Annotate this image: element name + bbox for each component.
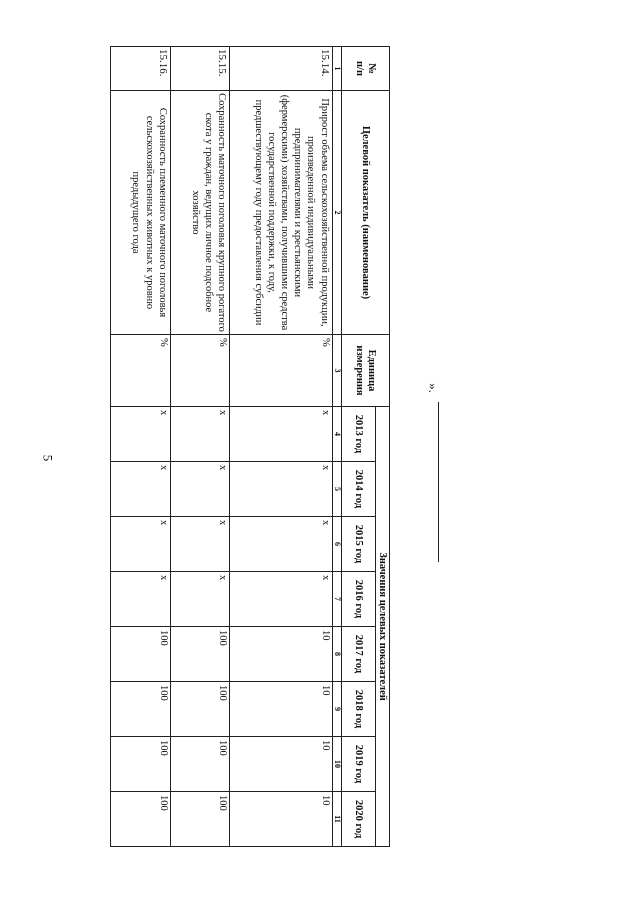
index-cell: 8 xyxy=(332,627,341,682)
row-value: 10 xyxy=(230,737,332,792)
closing-block xyxy=(420,380,460,580)
index-cell: 9 xyxy=(332,682,341,737)
table-row xyxy=(230,47,332,847)
table-row xyxy=(170,47,230,847)
header-year: 2015 год xyxy=(341,517,375,572)
signature-line xyxy=(438,402,439,562)
row-num: 15.15. xyxy=(170,47,230,91)
header-indicator: Целевой показатель (наименование) xyxy=(341,91,389,335)
index-cell: 10 xyxy=(332,737,341,792)
row-value: x xyxy=(170,407,230,462)
index-cell: 3 xyxy=(332,335,341,407)
row-value: x xyxy=(230,407,332,462)
table-row xyxy=(111,47,171,847)
header-year: 2016 год xyxy=(341,572,375,627)
row-value: 100 xyxy=(170,682,230,737)
row-value: 100 xyxy=(111,627,171,682)
header-year: 2019 год xyxy=(341,737,375,792)
row-value: x xyxy=(230,462,332,517)
index-row xyxy=(332,47,341,847)
row-value: x xyxy=(111,407,171,462)
header-year: 2020 год xyxy=(341,792,375,847)
row-value: 100 xyxy=(111,737,171,792)
index-cell: 11 xyxy=(332,792,341,847)
row-value: x xyxy=(230,572,332,627)
index-cell: 7 xyxy=(332,572,341,627)
index-cell: 2 xyxy=(332,91,341,335)
row-value: x xyxy=(170,517,230,572)
indicator-table xyxy=(110,46,390,847)
row-name: Сохранность племенного маточного поголовья сельскохозяйственных животных к уровню предыдущего года xyxy=(111,91,171,335)
row-unit: % xyxy=(230,335,332,407)
index-cell: 4 xyxy=(332,407,341,462)
row-value: 100 xyxy=(170,792,230,847)
index-cell: 1 xyxy=(332,47,341,91)
row-unit: % xyxy=(170,335,230,407)
row-value: x xyxy=(170,462,230,517)
header-num: № п/п xyxy=(341,47,389,91)
index-cell: 6 xyxy=(332,517,341,572)
header-year: 2017 год xyxy=(341,627,375,682)
row-value: 100 xyxy=(111,682,171,737)
header-year: 2013 год xyxy=(341,407,375,462)
row-unit: % xyxy=(111,335,171,407)
row-value: x xyxy=(230,517,332,572)
row-value: 10 xyxy=(230,627,332,682)
closing-quote: ». xyxy=(425,383,441,393)
row-name: Прирост объема сельскохозяйственной продукции, произведенной индивидуальными предпринимателями и крестьянскими (фермерскими) хозяйствами, получившими средства государственной поддержки, к году, предшествующему году предоставления субсидии xyxy=(230,91,332,335)
row-value: 100 xyxy=(170,737,230,792)
row-value: x xyxy=(111,462,171,517)
row-value: x xyxy=(111,517,171,572)
index-cell: 5 xyxy=(332,462,341,517)
row-num: 15.16. xyxy=(111,47,171,91)
row-value: 10 xyxy=(230,682,332,737)
indicator-table-rotated xyxy=(110,46,390,846)
row-value: 10 xyxy=(230,792,332,847)
row-value: x xyxy=(111,572,171,627)
row-value: 100 xyxy=(170,627,230,682)
row-num: 15.14. xyxy=(230,47,332,91)
page-number: 5 xyxy=(40,454,56,462)
header-unit: Единица измерения xyxy=(341,335,389,407)
row-value: 100 xyxy=(111,792,171,847)
row-name: Сохранность маточного поголовья крупного рогатого скота у граждан, ведущих личное подсобное хозяйство xyxy=(170,91,230,335)
header-values-group: Значения целевых показателей xyxy=(375,407,389,847)
header-year: 2014 год xyxy=(341,462,375,517)
row-value: x xyxy=(170,572,230,627)
header-year: 2018 год xyxy=(341,682,375,737)
